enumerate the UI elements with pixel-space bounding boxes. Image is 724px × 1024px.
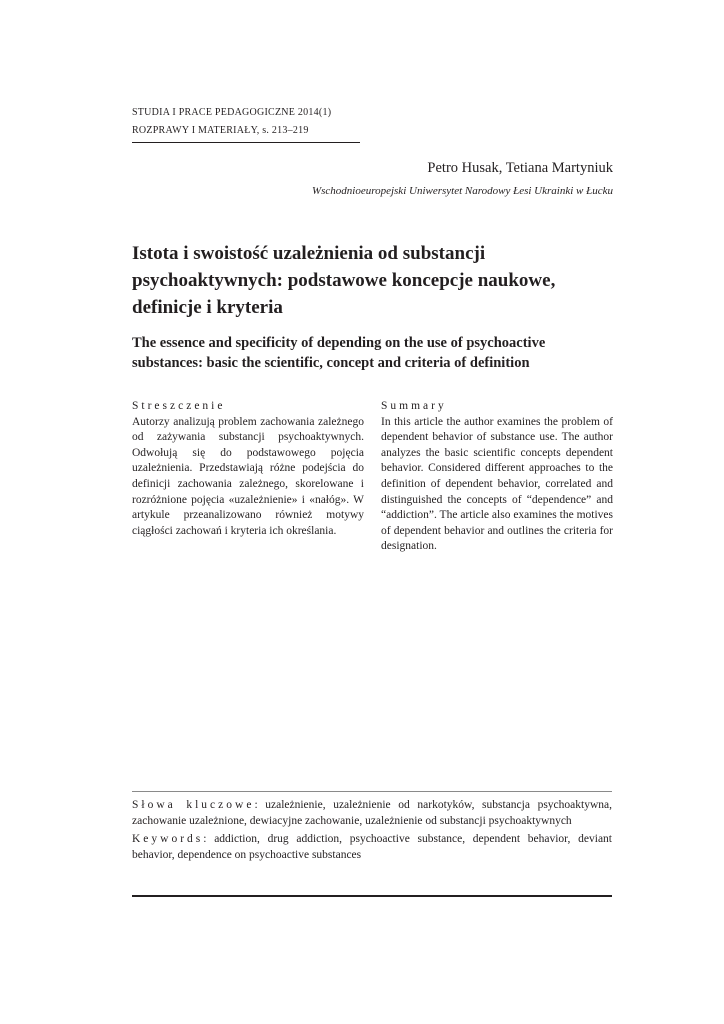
title-english: The essence and specificity of depending on the use of psychoactive substances: basic the scientific, concept and criteria of definition [132, 335, 546, 371]
keywords-polish: Słowa kluczowe: uzależnienie, uzależnienie od narkotyków, substancja psychoaktywna, zachowanie uzależnione, dewiacyjne zachowanie, uzależnienie od substancji psychoaktywnych [132, 799, 612, 827]
keywords-polish-text: uzależnienie, uzależnienie od narkotyków, substancja psychoaktywna, zachowanie uzależnione, dewiacyjne zachowanie, uzależnienie od substancji psychoaktywnych [132, 799, 612, 827]
keywords-english: Keywords: addiction, drug addiction, psychoactive substance, dependent behavior, deviant behavior, dependence on psychoactive substances [132, 833, 612, 861]
abstract-english-text: In this article the author examines the problem of dependent behavior of substance use. The author analyzes the basic scientific concepts dependent behavior. Considered different approaches to the definition of dependent behavior, correlated and distinguished the concepts of “dependence” and “addiction”. The article also examines the motives of dependent behavior and outlines the criteria for designation. [381, 415, 613, 553]
journal-header: STUDIA I PRACE PEDAGOGICZNE 2014(1) [132, 107, 332, 118]
keywords-bottom-rule [132, 895, 612, 897]
authors: Petro Husak, Tetiana Martyniuk [427, 160, 613, 176]
keywords-block [132, 798, 612, 863]
keywords-english-label: Keywords [132, 833, 204, 846]
abstract-english-heading: Summary [381, 400, 447, 412]
header-rule [132, 142, 360, 143]
abstract-polish-text: Autorzy analizują problem zachowania zależnego od zażywania substancji psychoaktywnych. Odwołują się do podstawowego pojęcia uzależnienia. Przedstawiają różne podejścia do definicji zachowania zależnego, skorelowane i rozróżnione pojęcia «uzależnienie» i «nałóg». W artykule przeanalizowano również motywy ciągłości zachowań i kryteria ich określania. [132, 415, 364, 537]
abstract-polish [132, 399, 364, 539]
abstract-english [381, 399, 613, 555]
keywords-english-text: addiction, drug addiction, psychoactive substance, dependent behavior, deviant behavior, dependence on psychoactive substances [132, 833, 612, 861]
title-polish: Istota i swoistość uzależnienia od substancji psychoaktywnych: podstawowe koncepcje naukowe, definicje i kryteria [132, 243, 556, 318]
abstract-polish-heading: Streszczenie [132, 400, 226, 412]
section-header: ROZPRAWY I MATERIAŁY, s. 213–219 [132, 125, 309, 136]
affiliation: Wschodnioeuropejski Uniwersytet Narodowy Łesi Ukrainki w Łucku [311, 185, 613, 197]
keywords-top-rule [132, 791, 612, 792]
keywords-polish-label: Słowa kluczowe [132, 799, 255, 811]
